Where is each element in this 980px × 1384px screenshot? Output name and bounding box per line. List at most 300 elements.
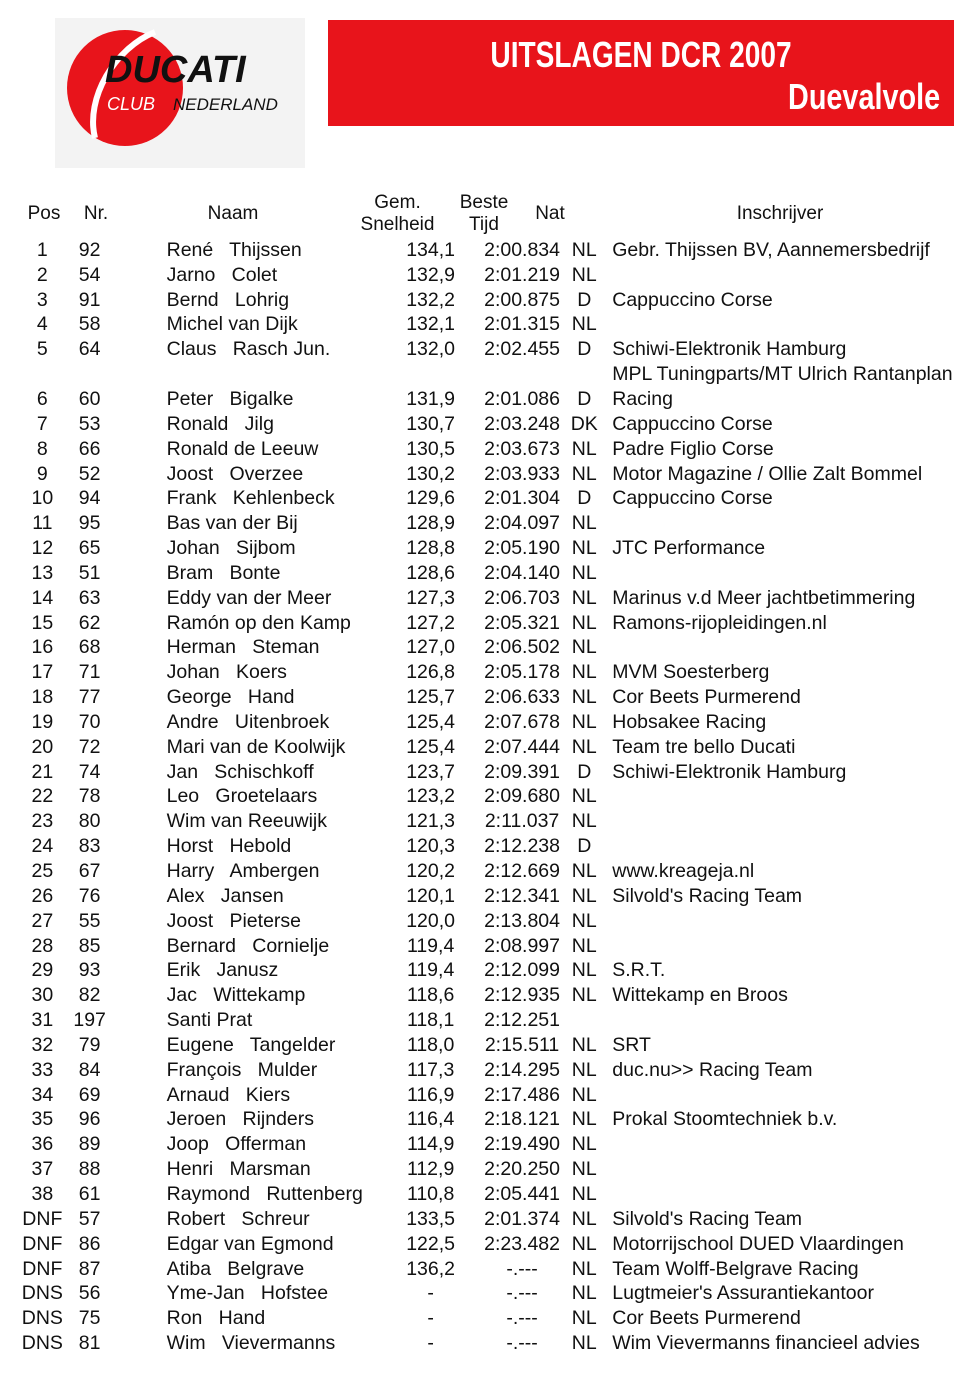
cell-time: 2:05.441 — [484, 1182, 560, 1205]
cell-time: 2:03.933 — [484, 462, 560, 485]
cell-pos: 30 — [31, 984, 54, 1007]
cell-time: 2:01.086 — [484, 387, 560, 410]
cell-inschrijver — [602, 511, 980, 536]
cell-inschrijver — [602, 934, 980, 959]
cell-time: 2:04.097 — [484, 512, 560, 535]
cell-nat: NL — [571, 1332, 597, 1355]
cell-inschrijver — [602, 1132, 980, 1157]
cell-nr: 61 — [78, 1182, 101, 1205]
cell-nr: 96 — [78, 1108, 101, 1131]
table-row — [18, 288, 980, 313]
cell-pos: 15 — [31, 611, 54, 634]
cell-pos: 20 — [31, 735, 54, 758]
cell-pos: 22 — [31, 785, 54, 808]
table-row — [18, 313, 980, 338]
cell-pos: 31 — [31, 1009, 54, 1032]
table-row — [18, 611, 980, 636]
cell-inschrijver — [602, 561, 980, 586]
cell-speed: 130,2 — [406, 462, 456, 485]
cell-nr: 69 — [78, 1083, 101, 1106]
cell-inschrijver: JTC Performance — [612, 537, 766, 560]
cell-inschrijver — [602, 909, 980, 934]
cell-nat: NL — [571, 810, 597, 833]
cell-pos: 37 — [31, 1158, 54, 1181]
cell-naam: Alex Jansen — [166, 884, 284, 907]
cell-naam: Jan Schischkoff — [166, 760, 314, 783]
cell-nr: 197 — [73, 1009, 106, 1032]
cell-inschrijver: www.kreageja.nl — [612, 860, 755, 883]
cell-time: 2:12.669 — [484, 860, 560, 883]
table-row — [18, 437, 980, 462]
cell-naam: Robert Schreur — [166, 1207, 310, 1230]
cell-time — [478, 362, 566, 387]
cell-pos: 5 — [36, 338, 48, 361]
cell-pos: 7 — [36, 412, 48, 435]
header-time-line1: Beste — [459, 192, 509, 213]
table-row — [18, 1008, 980, 1033]
cell-nat: NL — [571, 735, 597, 758]
cell-pos: 19 — [31, 710, 54, 733]
cell-naam: Michel van Dijk — [166, 313, 298, 336]
cell-nat: NL — [571, 884, 597, 907]
cell-naam: Joop Offerman — [166, 1133, 307, 1156]
cell-speed: 116,9 — [406, 1083, 455, 1106]
cell-nr: 88 — [78, 1158, 101, 1181]
cell-pos: 27 — [31, 909, 54, 932]
cell-speed: 110,8 — [406, 1182, 455, 1205]
cell-pos: 28 — [31, 934, 54, 957]
cell-nr: 86 — [78, 1232, 101, 1255]
cell-speed: 128,6 — [406, 561, 456, 584]
cell-speed: 112,9 — [406, 1158, 455, 1181]
cell-naam: Johan Sijbom — [166, 537, 296, 560]
cell-speed: 123,7 — [406, 760, 456, 783]
cell-inschrijver: MVM Soesterberg — [612, 661, 770, 684]
table-row — [18, 412, 980, 437]
cell-time: 2:18.121 — [484, 1108, 560, 1131]
cell-pos: DNF — [22, 1207, 63, 1230]
cell-nr: 84 — [78, 1058, 101, 1081]
cell-naam: Herman Steman — [166, 636, 320, 659]
cell-speed: 118,0 — [406, 1033, 455, 1056]
cell-naam: Bas van der Bij — [166, 512, 298, 535]
cell-inschrijver: Cor Beets Purmerend — [612, 1307, 801, 1330]
cell-time: 2:05.321 — [484, 611, 560, 634]
table-row — [18, 859, 980, 884]
cell-inschrijver: Padre Figlio Corse — [612, 437, 774, 460]
table-row — [18, 1232, 980, 1257]
cell-time: 2:11.037 — [484, 810, 560, 833]
cell-time: 2:12.238 — [484, 835, 560, 858]
cell-time: 2:01.315 — [484, 313, 560, 336]
cell-speed — [383, 362, 477, 387]
cell-time: 2:23.482 — [484, 1232, 560, 1255]
cell-naam: Jeroen Rijnders — [166, 1108, 315, 1131]
cell-time: 2:12.341 — [484, 884, 560, 907]
table-row — [18, 760, 980, 785]
cell-inschrijver: Wittekamp en Broos — [612, 984, 788, 1007]
cell-time: 2:14.295 — [484, 1058, 560, 1081]
cell-pos: 13 — [31, 561, 54, 584]
cell-nat: NL — [571, 238, 597, 261]
cell-naam: Eddy van der Meer — [166, 586, 332, 609]
cell-nr: 71 — [78, 661, 101, 684]
cell-nr: 77 — [78, 686, 101, 709]
header-nat: Nat — [535, 203, 565, 224]
cell-nat: NL — [571, 1232, 597, 1255]
cell-naam: Bram Bonte — [166, 561, 281, 584]
cell-pos: 24 — [31, 835, 54, 858]
cell-inschrijver: Hobsakee Racing — [612, 710, 767, 733]
cell-inschrijver: Motorrijschool DUED Vlaardingen — [612, 1232, 904, 1255]
cell-speed: 126,8 — [406, 661, 456, 684]
results-body — [18, 238, 980, 1356]
cell-naam: Raymond Ruttenberg — [166, 1182, 363, 1205]
cell-pos: 25 — [31, 860, 54, 883]
table-row — [18, 834, 980, 859]
cell-pos: 3 — [36, 288, 48, 311]
cell-speed: 121,3 — [406, 810, 456, 833]
cell-nat: NL — [571, 1282, 597, 1305]
cell-nat: NL — [571, 909, 597, 932]
cell-inschrijver: Racing — [612, 387, 673, 410]
cell-inschrijver — [602, 834, 980, 859]
table-row — [18, 735, 980, 760]
cell-pos: 1 — [36, 238, 48, 261]
cell-inschrijver: Cappuccino Corse — [612, 412, 773, 435]
cell-naam: Claus Rasch Jun. — [166, 338, 331, 361]
cell-speed: 133,5 — [406, 1207, 456, 1230]
cell-inschrijver: MPL Tuningparts/MT Ulrich Rantanplan — [612, 363, 953, 386]
cell-pos: 14 — [31, 586, 54, 609]
cell-speed: 120,2 — [406, 860, 456, 883]
cell-nr: 57 — [78, 1207, 101, 1230]
cell-speed: - — [427, 1332, 434, 1355]
cell-pos: 18 — [31, 686, 54, 709]
table-row — [18, 387, 980, 412]
cell-time: -.--- — [506, 1307, 538, 1330]
cell-nat: NL — [571, 586, 597, 609]
cell-time: 2:05.178 — [484, 661, 560, 684]
table-row — [18, 536, 980, 561]
cell-speed: 120,1 — [406, 884, 456, 907]
cell-speed: 128,9 — [406, 512, 456, 535]
cell-pos: 10 — [31, 487, 54, 510]
cell-time: 2:03.673 — [484, 437, 560, 460]
cell-speed: 125,4 — [406, 735, 456, 758]
cell-nr: 92 — [78, 238, 101, 261]
cell-time: 2:12.251 — [484, 1009, 560, 1032]
cell-nat: NL — [571, 1058, 597, 1081]
cell-nat: D — [577, 760, 592, 783]
table-row — [18, 1132, 980, 1157]
cell-naam: Ronald de Leeuw — [166, 437, 319, 460]
cell-speed: 130,5 — [406, 437, 456, 460]
cell-inschrijver: Schiwi-Elektronik Hamburg — [612, 760, 847, 783]
cell-speed: 127,3 — [406, 586, 456, 609]
cell-inschrijver: Marinus v.d Meer jachtbetimmering — [612, 586, 916, 609]
cell-speed: 114,9 — [406, 1133, 455, 1156]
cell-time: 2:04.140 — [484, 561, 560, 584]
cell-nat: NL — [571, 710, 597, 733]
cell-speed: 116,4 — [406, 1108, 455, 1131]
cell-speed: 132,9 — [406, 263, 456, 286]
cell-speed: 132,0 — [406, 338, 456, 361]
cell-nat: D — [577, 835, 592, 858]
cell-pos: DNF — [22, 1257, 63, 1280]
cell-nat: NL — [571, 1307, 597, 1330]
cell-inschrijver — [602, 313, 980, 338]
cell-speed: - — [427, 1307, 434, 1330]
cell-nat: NL — [571, 437, 597, 460]
cell-nat: NL — [571, 860, 597, 883]
cell-naam: Harry Ambergen — [166, 860, 320, 883]
cell-nat: NL — [571, 263, 597, 286]
logo-brand-text: DUCATI — [105, 49, 246, 91]
table-row — [18, 462, 980, 487]
cell-naam: Edgar van Egmond — [166, 1232, 334, 1255]
cell-inschrijver — [602, 785, 980, 810]
cell-nr: 70 — [78, 710, 101, 733]
cell-naam: Mari van de Koolwijk — [166, 735, 346, 758]
header-time — [437, 192, 531, 240]
cell-speed: 128,8 — [406, 537, 456, 560]
cell-speed: 120,0 — [406, 909, 456, 932]
cell-pos: 33 — [31, 1058, 54, 1081]
cell-time: -.--- — [506, 1282, 538, 1305]
cell-inschrijver — [602, 1008, 980, 1033]
cell-inschrijver: duc.nu>> Racing Team — [612, 1058, 813, 1081]
cell-naam: Joost Overzee — [166, 462, 304, 485]
cell-nat: D — [577, 288, 592, 311]
cell-nat — [566, 1008, 602, 1033]
cell-time: 2:15.511 — [484, 1033, 560, 1056]
cell-time: -.--- — [506, 1332, 538, 1355]
cell-nr: 55 — [78, 909, 101, 932]
table-row — [18, 884, 980, 909]
cell-speed: 119,4 — [406, 959, 455, 982]
cell-pos: 17 — [31, 661, 54, 684]
cell-time: 2:06.502 — [484, 636, 560, 659]
cell-inschrijver — [602, 1083, 980, 1108]
cell-speed: 136,2 — [406, 1257, 456, 1280]
cell-naam: Bernd Lohrig — [166, 288, 290, 311]
cell-nr: 85 — [78, 934, 101, 957]
cell-nr: 83 — [78, 835, 101, 858]
cell-pos: DNS — [21, 1332, 63, 1355]
cell-inschrijver: Ramons-rijopleidingen.nl — [612, 611, 827, 634]
cell-naam: Santi Prat — [166, 1009, 253, 1032]
cell-speed: 123,2 — [406, 785, 456, 808]
results-table — [18, 238, 980, 1356]
table-row — [18, 362, 980, 387]
table-row — [18, 561, 980, 586]
cell-speed: 132,2 — [406, 288, 456, 311]
cell-naam: Ramón op den Kamp — [166, 611, 351, 634]
header-inschrijver: Inschrijver — [736, 203, 824, 224]
cell-pos: 35 — [31, 1108, 54, 1131]
cell-pos: 38 — [31, 1182, 54, 1205]
cell-time: 2:05.190 — [484, 537, 560, 560]
cell-pos: 16 — [31, 636, 54, 659]
cell-time: -.--- — [506, 1257, 538, 1280]
cell-nr: 64 — [78, 338, 101, 361]
cell-inschrijver — [602, 263, 980, 288]
cell-nat: NL — [571, 1182, 597, 1205]
cell-nat — [566, 362, 602, 387]
cell-time: 2:09.680 — [484, 785, 560, 808]
cell-nr: 76 — [78, 884, 101, 907]
cell-inschrijver: Motor Magazine / Ollie Zalt Bommel — [612, 462, 923, 485]
table-row — [18, 958, 980, 983]
header-naam: Naam — [207, 203, 259, 224]
cell-naam: Johan Koers — [166, 661, 287, 684]
cell-inschrijver — [602, 636, 980, 661]
cell-speed: 132,1 — [406, 313, 456, 336]
cell-nat: NL — [571, 537, 597, 560]
cell-inschrijver: Prokal Stoomtechniek b.v. — [612, 1108, 838, 1131]
cell-naam: Henri Marsman — [166, 1158, 311, 1181]
cell-naam: Eugene Tangelder — [166, 1033, 336, 1056]
cell-nat: NL — [571, 686, 597, 709]
cell-nr: 87 — [78, 1257, 101, 1280]
ducati-logo-icon — [55, 18, 305, 168]
cell-inschrijver: S.R.T. — [612, 959, 666, 982]
cell-time: 2:07.444 — [484, 735, 560, 758]
cell-pos: 29 — [31, 959, 54, 982]
cell-speed: 127,0 — [406, 636, 456, 659]
cell-nr: 79 — [78, 1033, 101, 1056]
cell-nr: 52 — [78, 462, 101, 485]
cell-pos: DNF — [22, 1232, 63, 1255]
table-row — [18, 586, 980, 611]
cell-nr: 91 — [78, 288, 101, 311]
cell-pos: 26 — [31, 884, 54, 907]
ducati-club-logo — [55, 18, 305, 168]
cell-speed: 129,6 — [406, 487, 456, 510]
cell-speed: 125,4 — [406, 710, 456, 733]
cell-speed: 122,5 — [406, 1232, 456, 1255]
cell-naam: Erik Janusz — [166, 959, 279, 982]
cell-nr: 75 — [78, 1307, 101, 1330]
cell-nr: 60 — [78, 387, 101, 410]
cell-naam: Andre Uitenbroek — [166, 710, 330, 733]
cell-time: 2:12.099 — [484, 959, 560, 982]
table-row — [18, 1306, 980, 1331]
cell-nat: NL — [571, 984, 597, 1007]
cell-nat: NL — [571, 636, 597, 659]
cell-inschrijver: Silvold's Racing Team — [612, 884, 803, 907]
cell-nr: 89 — [78, 1133, 101, 1156]
cell-pos: 9 — [36, 462, 48, 485]
table-row — [18, 511, 980, 536]
cell-time: 2:17.486 — [484, 1083, 560, 1106]
cell-nr: 53 — [78, 412, 101, 435]
cell-nr: 94 — [78, 487, 101, 510]
cell-naam: Ronald Jilg — [166, 412, 274, 435]
cell-nat: NL — [571, 512, 597, 535]
cell-pos: 4 — [36, 313, 48, 336]
cell-speed: 117,3 — [406, 1058, 455, 1081]
table-row — [18, 934, 980, 959]
cell-nat: NL — [571, 1257, 597, 1280]
table-row — [18, 337, 980, 362]
cell-pos: 2 — [36, 263, 48, 286]
cell-pos: DNS — [21, 1282, 63, 1305]
cell-nat: NL — [571, 785, 597, 808]
cell-nat: NL — [571, 934, 597, 957]
cell-inschrijver — [602, 1157, 980, 1182]
cell-inschrijver: Team tre bello Ducati — [612, 735, 796, 758]
cell-nr: 95 — [78, 512, 101, 535]
cell-speed: - — [427, 1282, 434, 1305]
cell-speed: 134,1 — [406, 238, 456, 261]
cell-nr: 78 — [78, 785, 101, 808]
header-speed-line2: Snelheid — [360, 214, 435, 235]
cell-pos: 32 — [31, 1033, 54, 1056]
cell-nat: NL — [571, 1108, 597, 1131]
cell-nat: NL — [571, 1158, 597, 1181]
cell-naam: Bernard Cornielje — [166, 934, 330, 957]
page-title: UITSLAGEN DCR 2007 — [490, 34, 792, 75]
table-row — [18, 785, 980, 810]
cell-naam: René Thijssen — [166, 238, 302, 261]
cell-inschrijver: Team Wolff-Belgrave Racing — [612, 1257, 859, 1280]
cell-nat: NL — [571, 1033, 597, 1056]
cell-pos: 12 — [31, 537, 54, 560]
cell-pos — [18, 362, 67, 387]
title-banner — [328, 20, 954, 126]
cell-nr: 62 — [78, 611, 101, 634]
cell-pos: 36 — [31, 1133, 54, 1156]
cell-pos: 11 — [32, 512, 53, 535]
cell-inschrijver: Cor Beets Purmerend — [612, 686, 801, 709]
cell-time: 2:19.490 — [484, 1133, 560, 1156]
cell-nr: 58 — [78, 313, 101, 336]
cell-nr: 67 — [78, 860, 101, 883]
cell-speed: 125,7 — [406, 686, 456, 709]
table-row — [18, 1058, 980, 1083]
cell-naam: Wim Vievermanns — [166, 1332, 336, 1355]
cell-inschrijver: Wim Vievermanns financieel advies — [612, 1332, 920, 1355]
table-row — [18, 710, 980, 735]
table-row — [18, 1083, 980, 1108]
cell-nr: 65 — [78, 537, 101, 560]
cell-inschrijver: Lugtmeier's Assurantiekantoor — [612, 1282, 874, 1305]
cell-time: 2:13.804 — [484, 909, 560, 932]
table-row — [18, 909, 980, 934]
cell-nr: 51 — [78, 561, 101, 584]
table-row — [18, 809, 980, 834]
header-nr: Nr. — [83, 203, 109, 224]
table-row — [18, 636, 980, 661]
cell-nr: 72 — [78, 735, 101, 758]
cell-nr: 80 — [78, 810, 101, 833]
cell-inschrijver: Silvold's Racing Team — [612, 1207, 803, 1230]
cell-naam: François Mulder — [166, 1058, 318, 1081]
cell-time: 2:20.250 — [484, 1158, 560, 1181]
cell-nr: 81 — [78, 1332, 101, 1355]
cell-naam: Atiba Belgrave — [166, 1257, 305, 1280]
cell-inschrijver — [602, 1182, 980, 1207]
cell-naam: Peter Bigalke — [166, 387, 294, 410]
table-row — [18, 1331, 980, 1356]
cell-nat: NL — [571, 462, 597, 485]
cell-pos: 8 — [36, 437, 48, 460]
cell-pos: 34 — [31, 1083, 54, 1106]
cell-speed: 118,6 — [406, 984, 455, 1007]
cell-nat: D — [577, 487, 592, 510]
